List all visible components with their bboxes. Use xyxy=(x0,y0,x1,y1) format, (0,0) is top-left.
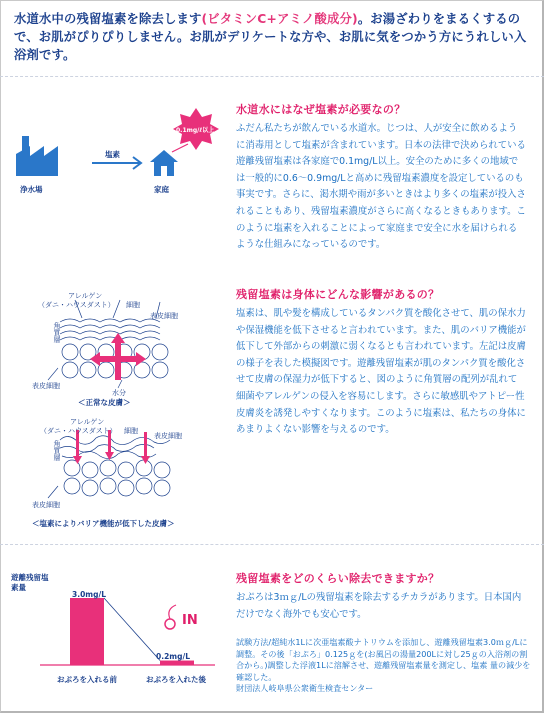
chart-slope-line xyxy=(104,598,160,661)
section1-heading: 水道水にはなぜ塩素が必要なの？ xyxy=(236,103,406,116)
bath-plug-chain-icon xyxy=(169,605,176,619)
damaged-skin-cell-label: 表皮細胞 xyxy=(154,432,182,440)
section3-body: おぷろは3ｍｇ/Lの残留塩素を除去するチカラがあります。日本国内だけでなく海外でも安心です。 xyxy=(236,592,522,620)
normal-skin-cell-label: 表皮細胞 xyxy=(150,312,178,320)
normal-stratum-label: 角質層 xyxy=(53,322,61,343)
damaged-allergen-label: アレルゲン xyxy=(70,418,105,426)
normal-epidermis-label: 表皮細胞 xyxy=(32,382,60,390)
normal-cell-label: 細胞 xyxy=(126,301,140,309)
section3-note: 試験方法/超純水1Lに次亜塩素酸ナトリウムを添加し、遊離残留塩素3.0ｍｇ/Lに調整。その後「おぷろ」0.125ｇを(お風呂の湯量200Lに対し25ｇの入浴剤の割合から。)調整した浮液1Lに溶解させ、遊離残留塩素量を測定し、塩素 量の減少を確認した。 財団法人岐阜県公衆衛生検査センター xyxy=(236,637,531,693)
bath-plug-icon xyxy=(165,619,175,629)
section1-body: ふだん私たちが飲んでいる水道水。じつは、人が安全に飲めるように消毒用として塩素が含まれています。日本の法律で決められている遊離残留塩素は各家庭で0.1mg/L以上。安全のために多くの地域では一般的に0.6～0.9mg/Lと高めに残留塩素濃度を設定しているのも事実です。さらに、渇水期や雨が多いときはより多くの塩素が投入されることもあり、残留塩素濃度がさらに高くなるときもあります。このように塩素を入れることによって家庭まで安全に水を届けられるような仕組みになっているのです。 xyxy=(236,123,526,251)
section2-body: 塩素は、肌や髪を構成しているタンパク質を酸化させて、肌の保水力や保湿機能を低下させると言われています。また、肌のバリア機能が低下して外部からの刺激に弱くなるとも言われています。左記は皮膚の様子を表した模擬図です。遊離残留塩素が肌のタンパク質を酸化させて皮膚の保湿力が低下すると、図のように角質層の配列が乱れて細菌やアレルゲンの侵入を容易にします。さらに敏感肌やアトピー性皮膚炎を誘発しやすくなります。このように塩素は、私たちの身体にあまりよくない影響を与えるのです。 xyxy=(236,308,526,436)
normal-allergen-sub-label: （ダニ・ハウスダスト） xyxy=(38,301,115,309)
section3-heading: 残留塩素をどのくらい除去できますか？ xyxy=(236,572,440,585)
normal-skin-caption: ＜正常な皮膚＞ xyxy=(78,398,131,407)
section2-heading: 残留塩素は身体にどんな影響があるの？ xyxy=(236,288,440,301)
chart-bar-1 xyxy=(160,661,194,665)
intro-text: 水道水中の残留塩素を除去します(ビタミンC+アミノ酸成分)。お湯ざわりをまるくするので、お肌がぴりぴりしません。お肌がデリケートな方や、お肌に気をつかう方にうれしい入浴剤です。 xyxy=(14,12,527,62)
chart-value-label-0: 3.0mg/L xyxy=(72,590,106,599)
chart-annotation: IN xyxy=(182,613,198,628)
chart-value-label-1: 0.2mg/L xyxy=(156,652,190,661)
badge-label: 0.1mg/ℓ以上 xyxy=(176,127,215,134)
chart-category-label-0: おぷろを入れる前 xyxy=(57,675,117,684)
chlorine-removal-chart xyxy=(0,0,240,700)
damaged-stratum-label: 角質層 xyxy=(53,440,61,461)
chart-category-label-1: おぷろを入れた後 xyxy=(146,675,206,684)
factory-label: 浄水場 xyxy=(20,185,43,194)
intro-highlight: (ビタミンC+アミノ酸成分) xyxy=(201,12,358,26)
chart-ylabel: 遊離残留塩素量 xyxy=(11,573,49,592)
chart-bar-0 xyxy=(70,598,104,665)
damaged-cell-label: 細胞 xyxy=(124,427,138,435)
damaged-allergen-sub-label: （ダニ・ハウスダスト） xyxy=(40,427,117,435)
chlorine-label: 塩素 xyxy=(105,150,120,159)
damaged-epidermis-label: 表皮細胞 xyxy=(32,501,60,509)
water-label: 水分 xyxy=(112,389,126,397)
home-label: 家庭 xyxy=(154,185,169,194)
damaged-skin-caption: ＜塩素によりバリア機能が低下した皮膚＞ xyxy=(32,519,175,528)
normal-allergen-label: アレルゲン xyxy=(68,292,103,300)
